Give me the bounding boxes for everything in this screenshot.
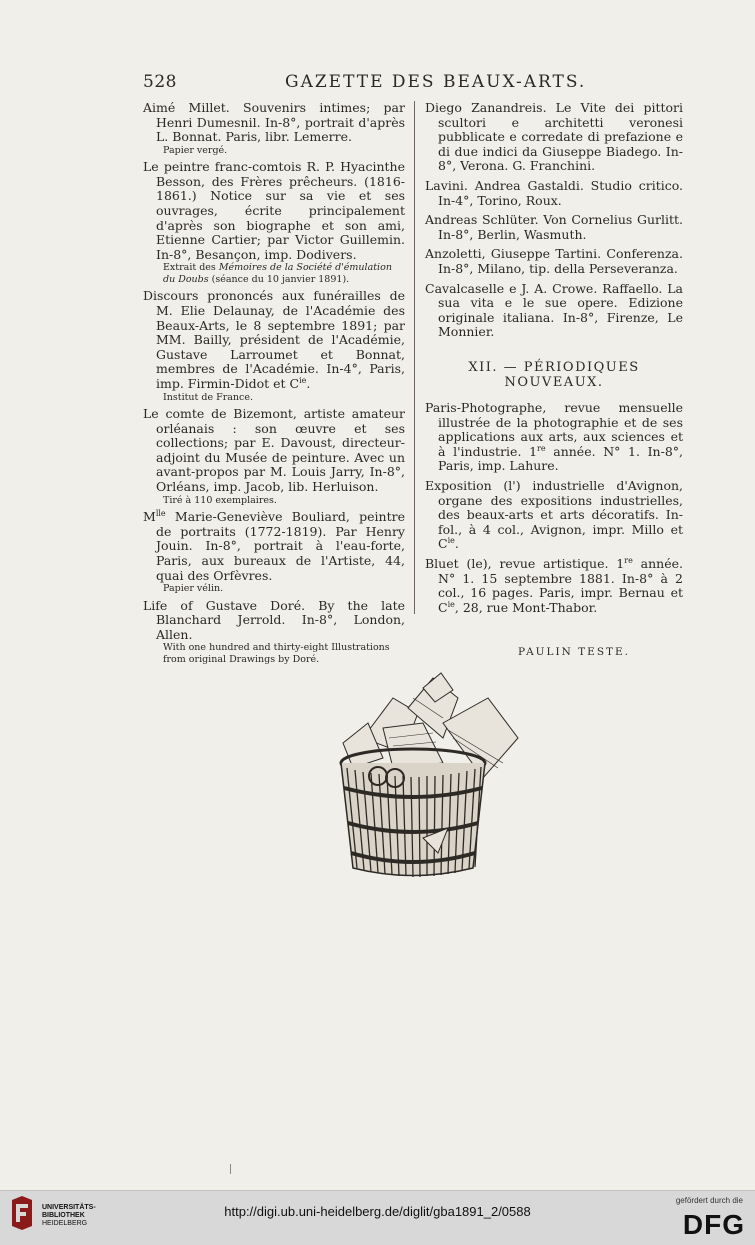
scan-mark: [230, 1164, 231, 1174]
bibliography-entry: Diego Zanandreis. Le Vite dei pittori scultori e architetti veronesi pubblicate e corredate di prefazione e di due indici da Giuseppe Biadego. In-8°, Verona. G. Franchini.: [425, 100, 683, 174]
wastebasket-illustration: [323, 668, 523, 880]
running-title: GAZETTE DES BEAUX-ARTS.: [285, 72, 587, 92]
bibliography-entry: Andreas Schlüter. Von Cornelius Gurlitt. In-8°, Berlin, Wasmuth.: [425, 212, 683, 242]
page-header: [0, 72, 755, 94]
bibliography-entry: Le peintre franc-comtois R. P. Hyacinthe Besson, des Frères prêcheurs. (1816-1861.) Notice sur sa vie et ses ouvrages, écrite principalement d'après son biographe et son ami, Etienne Cartier; par Victor Guillemin. In-8°, Besançon, imp. Dodivers.: [143, 159, 405, 262]
bibliography-entry: Cavalcaselle e J. A. Crowe. Raffaello. La sua vita e le sue opere. Edizione originale italiana. In-8°, Firenze, Le Monnier.: [425, 280, 683, 340]
periodical-entry: Exposition (l') industrielle d'Avignon, organe des expositions industrielles, des beaux-arts et arts décoratifs. In-fol., à 4 col., Avignon, impr. Millo et $C^{ie}$.: [425, 478, 683, 552]
viewer-footer: [0, 1190, 755, 1245]
bibliography-entry: Life of Gustave Doré. By the late Blanchard Jerrold. In-8°, London, Allen.: [143, 597, 405, 642]
right-column: [425, 101, 683, 660]
bibliography-entry: Lavini. Andrea Gastaldi. Studio critico. In-4°, Torino, Roux.: [425, 177, 683, 208]
bibliography-entry: Anzoletti, Giuseppe Tartini. Conferenza. In-8°, Milano, tip. della Perseveranza.: [425, 246, 683, 276]
permalink-url[interactable]: http://digi.ub.uni-heidelberg.de/diglit/gba1891_2/0588: [224, 1204, 531, 1219]
entry-note: Papier vergé.: [163, 144, 228, 156]
bibliography-entry: Le comte de Bizemont, artiste amateur orléanais : son œuvre et ses collections; par E. Davoust, directeur-adjoint du Musée de peinture. Avec un avant-propos par M. Louis Jarry, In-8°, Orléans, imp. Jacob, lib. Herluison.: [143, 406, 405, 495]
section-heading: XII. — PÉRIODIQUES NOUVEAUX.: [468, 359, 640, 390]
funding-label: gefördert durch die: [675, 1196, 743, 1205]
periodical-entry: Bluet (le), revue artistique. 1re année. N° 1. 15 septembre 1881. In-8° à 2 col., 16 pages. Paris, impr. Bernau et $C^{ie}$, 28, rue Mont-Thabor.: [425, 555, 683, 615]
entry-note: With one hundred and thirty-eight Illustrations from original Drawings by Doré.: [163, 642, 390, 665]
bibliography-entry: Discours prononcés aux funérailles de M. Elie Delaunay, de l'Académie des Beaux-Arts, le 8 septembre 1891; par MM. Bailly, président de l'Académie, Gustave Larroumet et Bonnat, membres de l'Académie. In-4°, Paris, imp. Firmin-Didot et $C^{ie}$.: [143, 288, 405, 391]
column-divider: [414, 101, 415, 614]
entry-note: Institut de France.: [163, 391, 253, 403]
bibliography-entry: $M^{lle}$ Marie-Geneviève Bouliard, peintre de portraits (1772-1819). Par Henry Jouin. In-8°, portrait à l'eau-forte, Paris, aux bureaux de l'Artiste, 44, quai des Orfèvres.: [143, 509, 405, 583]
library-name: UNIVERSITÄTS- BIBLIOTHEK HEIDELBERG: [42, 1204, 96, 1227]
entry-note: Papier vélin.: [163, 583, 224, 595]
entry-note: Extrait des Mémoires de la Société d'émulation du Doubs (séance du 10 janvier 1891).: [163, 262, 392, 285]
periodical-entry: Paris-Photographe, revue mensuelle illustrée de la photographie et de ses applications aux arts, aux sciences et à l'industrie. 1re année. N° 1. In-8°, Paris, imp. Lahure.: [425, 400, 684, 474]
dfg-logo[interactable]: DFG: [682, 1209, 745, 1240]
left-column: [143, 101, 405, 669]
entry-note: Tiré à 110 exemplaires.: [163, 494, 277, 506]
bibliography-entry: Aimé Millet. Souvenirs intimes; par Henri Dumesnil. In-8°, portrait d'après L. Bonnat. Paris, libr. Lemerre.: [143, 100, 405, 145]
author-signature: PAULIN TESTE.: [517, 646, 631, 659]
page-number: 528: [143, 72, 177, 92]
